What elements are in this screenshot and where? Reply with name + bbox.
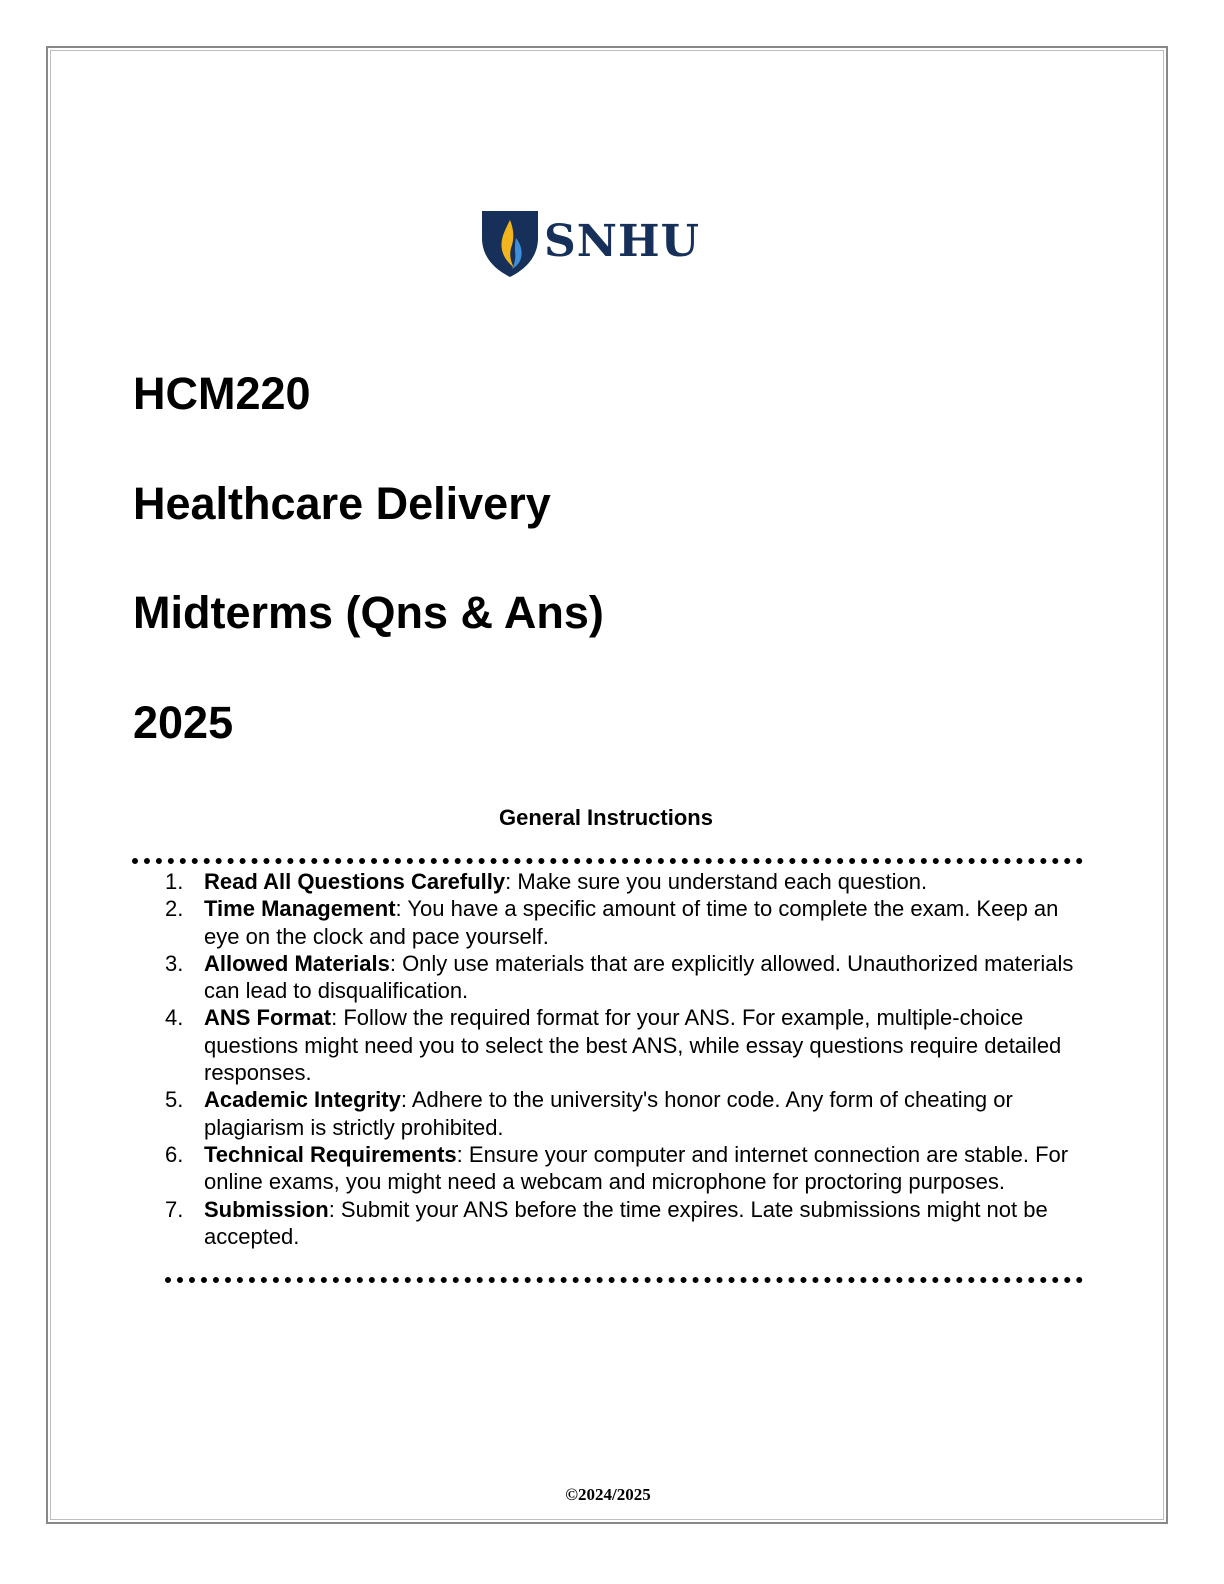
course-name: Healthcare Delivery: [133, 478, 551, 529]
dotted-divider-top: [132, 858, 1083, 864]
instruction-item: [165, 895, 1090, 950]
instruction-number: 6.: [165, 1141, 184, 1167]
instruction-number: 3.: [165, 950, 184, 976]
copyright-footer: ©2024/2025: [565, 1485, 651, 1504]
instruction-number: 4.: [165, 1005, 184, 1031]
instruction-number: 5.: [165, 1087, 184, 1113]
instruction-term: Submission: [204, 1196, 329, 1222]
instruction-term: Allowed Materials: [204, 950, 390, 976]
dotted-divider-bottom: [165, 1277, 1083, 1283]
instruction-term: Academic Integrity: [204, 1087, 401, 1113]
logo-wordmark: SNHU: [544, 216, 700, 267]
instruction-number: 1.: [165, 869, 184, 894]
instruction-term: ANS Format: [204, 1005, 332, 1031]
instruction-text: : Adhere to the university's honor code. Any form of cheating or plagiarism is strictly prohibited.: [204, 1087, 1013, 1140]
instruction-text: : Only use materials that are explicitly allowed. Unauthorized materials can lead to disqualification.: [204, 950, 1074, 1004]
course-code: HCM220: [133, 368, 311, 419]
instruction-text: : Submit your ANS before the time expires. Late submissions might not be accepted.: [204, 1196, 1048, 1249]
exam-year: 2025: [133, 697, 234, 748]
instruction-number: 7.: [165, 1196, 184, 1222]
instruction-item: [165, 950, 1090, 1005]
instruction-item: [165, 868, 1090, 895]
instruction-number: 2.: [165, 896, 184, 922]
instruction-term: Technical Requirements: [204, 1141, 457, 1167]
instruction-item: [165, 1196, 1090, 1251]
instruction-text: : Ensure your computer and internet connection are stable. For online exams, you might need a webcam and microphone for proctoring purposes.: [204, 1141, 1069, 1195]
instruction-item: [165, 1086, 1090, 1141]
instruction-text: : Make sure you understand each question.: [505, 869, 928, 894]
instructions-heading: General Instructions: [499, 805, 713, 830]
instruction-text: : You have a specific amount of time to complete the exam. Keep an eye on the clock and pace yourself.: [204, 896, 1059, 949]
exam-type: Midterms (Qns & Ans): [133, 587, 604, 638]
snhu-logo: [480, 208, 710, 280]
instruction-item: [165, 1004, 1090, 1086]
instruction-text: : Follow the required format for your ANS. For example, multiple-choice questions might need you to select the best ANS, while essay questions require detailed responses.: [204, 1005, 1062, 1086]
shield-flame-icon: [480, 208, 540, 278]
instruction-term: Time Management: [204, 896, 396, 922]
instruction-term: Read All Questions Carefully: [204, 869, 506, 894]
instruction-item: [165, 1141, 1090, 1196]
instructions-list: [165, 868, 1090, 1250]
